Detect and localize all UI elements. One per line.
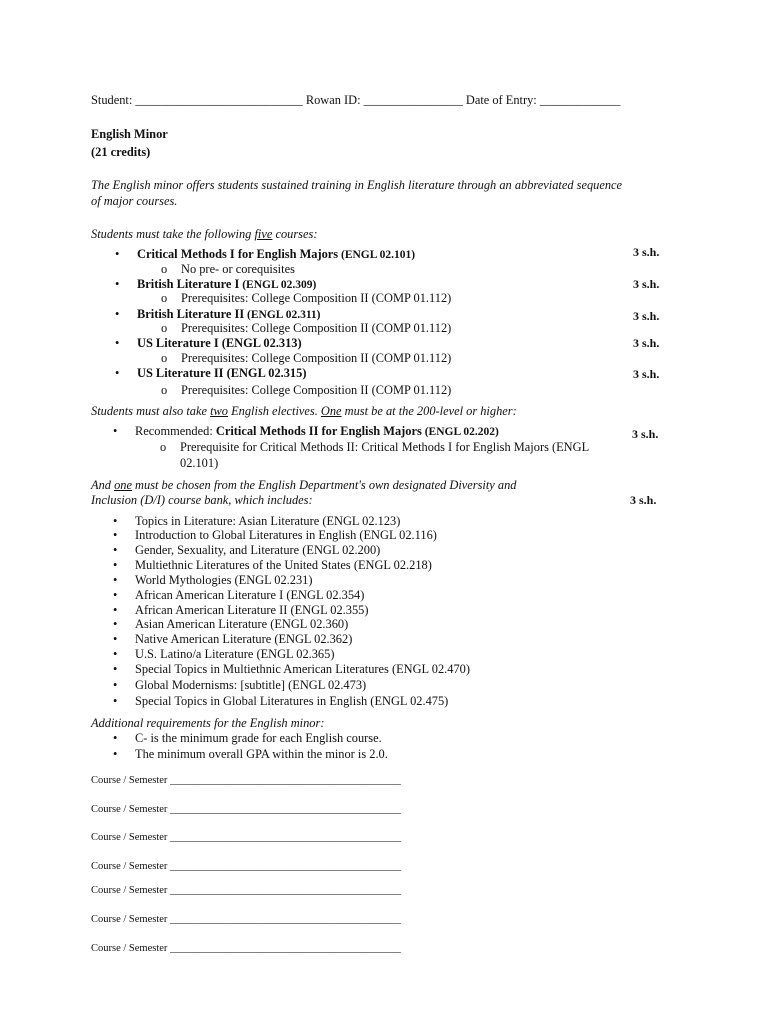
diversity-course-item: • Special Topics in Multiethnic American Literatures (ENGL 02.470): [135, 662, 470, 677]
rowan-id-field[interactable]: ________________: [363, 93, 463, 107]
course-credits: 3 s.h.: [633, 367, 660, 381]
course-semester-field[interactable]: ____________________________________________: [170, 832, 402, 843]
course-semester-label: Course / Semester: [91, 775, 168, 786]
course-semester-field[interactable]: ____________________________________________: [170, 943, 402, 954]
electives-heading: [91, 404, 517, 419]
course-semester-label: Course / Semester: [91, 943, 168, 954]
course-semester-row: [91, 832, 401, 845]
course-semester-field[interactable]: ____________________________________________: [170, 775, 402, 786]
student-label: Student:: [91, 93, 133, 107]
course-code: (ENGL 02.311): [244, 309, 321, 321]
diversity-course-item: • Introduction to Global Literatures in English (ENGL 02.116): [135, 528, 437, 543]
electives-middle: English electives.: [228, 404, 321, 418]
course-semester-row: [91, 804, 401, 817]
diversity-heading-line-2: Inclusion (D/I) course bank, which includes:: [91, 493, 313, 507]
course-semester-label: Course / Semester: [91, 832, 168, 843]
recommended-label: Recommended:: [135, 424, 216, 438]
credit-total: (21 credits): [91, 145, 151, 159]
diversity-course-item: • Global Modernisms: [subtitle] (ENGL 02.473): [135, 678, 366, 693]
course-credits: 3 s.h.: [633, 277, 660, 291]
course-credits: 3 s.h.: [633, 336, 660, 350]
recommended-credits: 3 s.h.: [632, 427, 659, 441]
header-line: [91, 93, 620, 108]
course-semester-label: Course / Semester: [91, 885, 168, 896]
course-code: (ENGL 02.101): [338, 249, 416, 261]
recommended-name: Critical Methods II for English Majors: [215, 424, 422, 438]
diversity-course-item: • Topics in Literature: Asian Literature (ENGL 02.123): [135, 514, 400, 529]
diversity-credits: 3 s.h.: [630, 493, 657, 507]
course-semester-field[interactable]: ____________________________________________: [170, 861, 402, 872]
recommended-course: [135, 424, 499, 440]
required-heading-suffix: courses:: [272, 227, 318, 241]
course-semester-row: [91, 775, 401, 788]
diversity-course-item: • Multiethnic Literatures of the United States (ENGL 02.218): [135, 558, 432, 573]
date-of-entry-field[interactable]: _____________: [539, 93, 621, 107]
required-heading-prefix: Students must take the following: [91, 227, 255, 241]
course-semester-field[interactable]: ____________________________________________: [170, 885, 402, 896]
required-heading: [91, 227, 317, 242]
course-semester-row: [91, 861, 401, 874]
diversity-one: one: [114, 478, 132, 492]
diversity-course-item: • Native American Literature (ENGL 02.362): [135, 632, 352, 647]
diversity-course-item: • Special Topics in Global Literatures in English (ENGL 02.475): [135, 694, 448, 709]
course-semester-row: [91, 914, 401, 927]
intro-line-2: of major courses.: [91, 194, 178, 208]
course-prerequisite: o Prerequisites: College Composition II (COMP 01.112): [181, 291, 451, 306]
course-name: US Literature II (ENGL 02.315): [137, 366, 307, 380]
course-semester-label: Course / Semester: [91, 861, 168, 872]
diversity-course-item: • World Mythologies (ENGL 02.231): [135, 573, 313, 588]
course-semester-label: Course / Semester: [91, 804, 168, 815]
required-course: [137, 366, 306, 382]
course-name: British Literature II: [137, 307, 245, 321]
course-semester-field[interactable]: ____________________________________________: [170, 804, 402, 815]
course-semester-field[interactable]: ____________________________________________: [170, 914, 402, 925]
course-prerequisite: o Prerequisites: College Composition II (COMP 01.112): [181, 321, 451, 336]
date-of-entry-label: Date of Entry:: [465, 93, 537, 107]
course-name: British Literature I: [137, 277, 240, 291]
electives-count: two: [210, 404, 228, 418]
recommended-prereq-line-1: o Prerequisite for Critical Methods II: Critical Methods I for English Majors (ENGL: [180, 440, 589, 455]
recommended-prereq-line-2: 02.101): [180, 456, 219, 470]
intro-line-1: The English minor offers students sustained training in English literature through an abbreviated sequence: [91, 178, 623, 192]
additional-heading: Additional requirements for the English minor:: [91, 716, 325, 730]
diversity-heading-line-1: [91, 478, 517, 493]
diversity-course-item: • African American Literature I (ENGL 02.354): [135, 588, 364, 603]
course-name: Critical Methods I for English Majors: [137, 247, 339, 261]
diversity-prefix: And: [91, 478, 115, 492]
additional-item-gpa: • The minimum overall GPA within the minor is 2.0.: [135, 747, 388, 762]
course-name: US Literature I (ENGL 02.313): [137, 336, 302, 350]
electives-suffix: must be at the 200-level or higher:: [341, 404, 517, 418]
course-semester-row: [91, 943, 401, 956]
course-credits: 3 s.h.: [633, 309, 660, 323]
diversity-course-item: • U.S. Latino/a Literature (ENGL 02.365): [135, 647, 334, 662]
recommended-code: (ENGL 02.202): [421, 426, 499, 438]
electives-one: One: [320, 404, 342, 418]
rowan-id-label: Rowan ID:: [305, 93, 361, 107]
additional-item-grade: • C- is the minimum grade for each English course.: [135, 731, 382, 746]
student-field[interactable]: ___________________________: [135, 93, 303, 107]
course-code: (ENGL 02.309): [239, 279, 317, 291]
course-prerequisite: o Prerequisites: College Composition II (COMP 01.112): [181, 383, 451, 398]
diversity-line1-suffix: must be chosen from the English Department's own designated Diversity and: [131, 478, 517, 492]
required-course: [137, 336, 302, 352]
diversity-course-item: • Asian American Literature (ENGL 02.360): [135, 617, 348, 632]
diversity-course-item: • African American Literature II (ENGL 02.355): [135, 603, 369, 618]
page-title: English Minor: [91, 127, 168, 141]
electives-prefix: Students must also take: [91, 404, 211, 418]
course-credits: 3 s.h.: [633, 245, 660, 259]
required-count: five: [254, 227, 273, 241]
course-prerequisite: o No pre- or corequisites: [181, 262, 295, 277]
course-prerequisite: o Prerequisites: College Composition II (COMP 01.112): [181, 351, 451, 366]
required-course: [137, 247, 415, 263]
course-semester-row: [91, 885, 401, 898]
course-semester-label: Course / Semester: [91, 914, 168, 925]
diversity-course-item: • Gender, Sexuality, and Literature (ENGL 02.200): [135, 543, 380, 558]
